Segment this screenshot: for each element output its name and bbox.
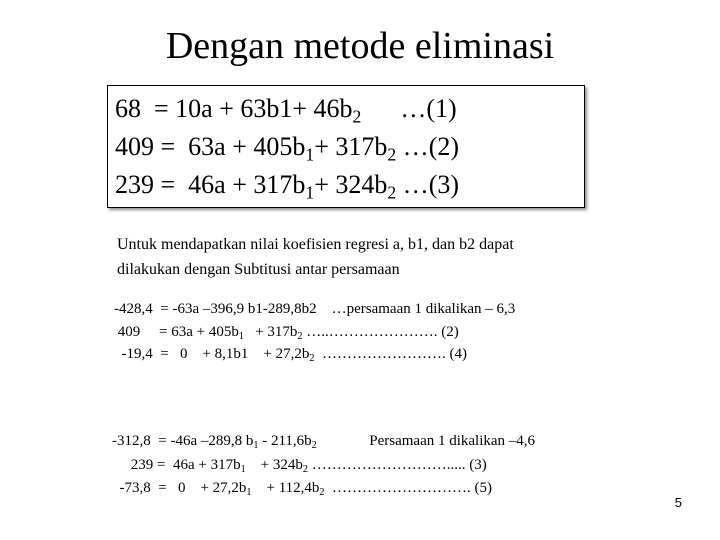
block2-line-1-sub-2: 2 (311, 440, 317, 452)
block2-line-3-sub-1: 1 (246, 487, 252, 499)
eq-2-text-2: + 317b (314, 132, 388, 161)
block2-line-2-sub-1: 1 (240, 464, 246, 476)
block2-line-2-ref: ………………………..... (3) (307, 457, 487, 473)
eq-2-ref: …(2) (396, 132, 460, 161)
note-line-2: dilakukan dengan Subtitusi antar persamaan (117, 261, 400, 278)
block2-line-1-note: Persamaan 1 dikalikan –4,6 (316, 433, 536, 449)
block2-line-1-sub-1: 1 (253, 440, 259, 452)
block2-line-3-text: -73,8 = 0 + 27,2b (112, 480, 247, 496)
block2-line-2-text: 239 = 46a + 317b (112, 457, 241, 473)
block1-line-2-ref: …..…………………. (2) (302, 324, 459, 340)
eq-3-sub-1: 1 (305, 182, 315, 203)
block2-line-1-text-2: - 211,6b (258, 433, 312, 449)
page-number: 5 (674, 495, 682, 510)
note-line-1: Untuk mendapatkan nilai koefisien regresi a, b1, dan b2 dapat (117, 236, 514, 253)
eq-1-ref: …(1) (361, 94, 457, 123)
block2-line-2-sub-2: 2 (302, 464, 308, 476)
block2-line-3-text-2: + 112,4b (251, 480, 320, 496)
slide-title: Dengan metode eliminasi (165, 25, 555, 67)
eq-3-sub-2: 2 (387, 182, 397, 203)
block2-line-2 (112, 455, 487, 475)
block1-line-3-text: -19,4 = 0 + 8,1b1 + 27,2b (114, 346, 310, 362)
block2-line-3 (112, 478, 492, 498)
block1-line-2-text-2: + 317b (243, 324, 298, 340)
eq-1-text: 68 = 10a + 63b1+ 46b (115, 94, 353, 123)
eq-3-ref: …(3) (396, 170, 460, 199)
block2-line-2-text-2: + 324b (245, 457, 303, 473)
block2-line-1 (112, 431, 535, 451)
block1-line-3-sub: 2 (309, 353, 315, 365)
eq-3-text: 239 = 46a + 317b (115, 170, 306, 199)
block1-line-2-sub-1: 1 (238, 331, 244, 343)
eq-2-sub-1: 1 (305, 144, 315, 165)
block1-line-1 (114, 299, 515, 319)
eq-3-text-2: + 324b (314, 170, 388, 199)
equation-3 (115, 170, 460, 203)
block2-line-3-ref: ………………………. (5) (324, 480, 493, 496)
eq-1-sub: 2 (352, 106, 362, 127)
eq-2-sub-2: 2 (387, 144, 397, 165)
block1-line-3-ref: ……………………. (4) (314, 346, 467, 362)
block1-line-3 (114, 344, 467, 364)
block2-line-3-sub-2: 2 (319, 487, 325, 499)
equation-1 (115, 94, 457, 127)
block1-line-2 (114, 322, 459, 342)
equation-2 (115, 132, 460, 165)
block2-line-1-text: -312,8 = -46a –289,8 b (112, 433, 254, 449)
block1-line-2-sub-2: 2 (297, 331, 303, 343)
block1-line-1-text: -428,4 = -63a –396,9 b1-289,8b2 …persamaan 1 dikalikan – 6,3 (114, 301, 516, 317)
eq-2-text: 409 = 63a + 405b (115, 132, 306, 161)
block1-line-2-text: 409 = 63a + 405b (114, 324, 239, 340)
